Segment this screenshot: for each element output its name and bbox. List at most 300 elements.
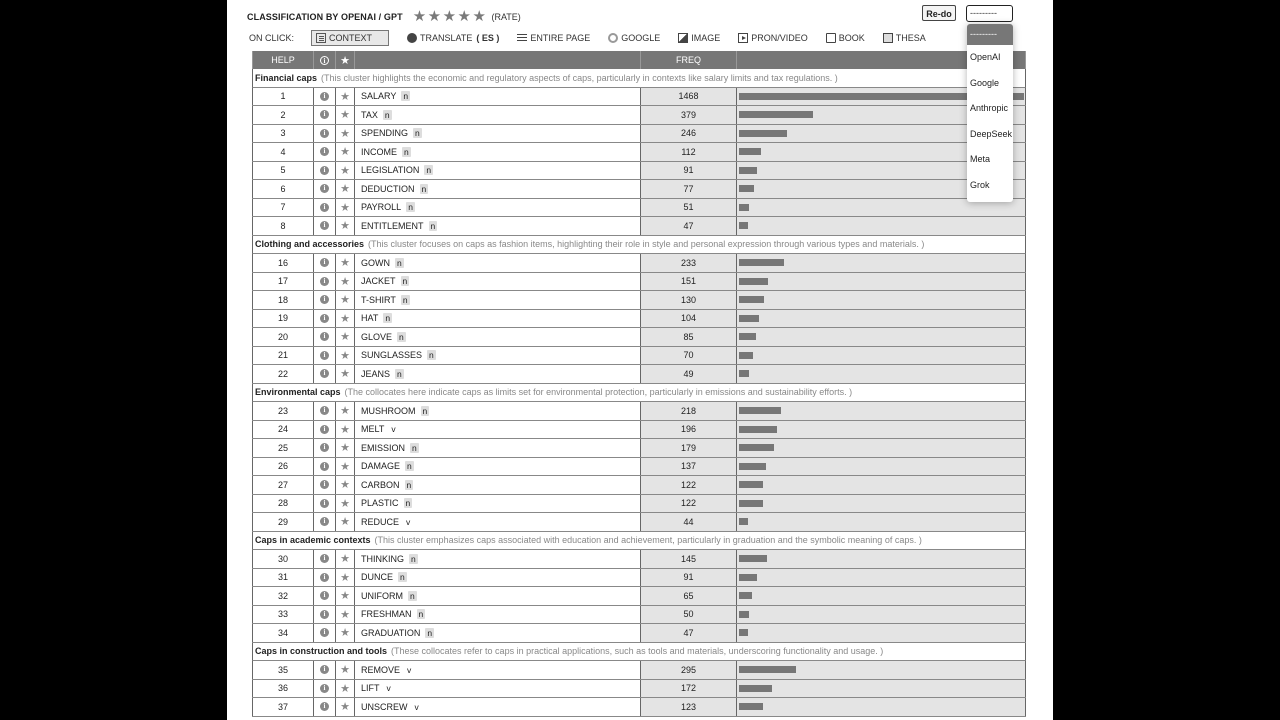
collocate-word[interactable]: REMOVE: [361, 664, 401, 675]
rate-star-icon[interactable]: ★: [457, 8, 471, 25]
collocate-word[interactable]: DUNCE: [361, 572, 394, 583]
cluster-header: [252, 532, 1026, 551]
frequency-value[interactable]: 49: [641, 365, 737, 383]
frequency-value[interactable]: 196: [641, 421, 737, 439]
collocate-word[interactable]: MELT: [361, 424, 385, 435]
frequency-value[interactable]: 295: [641, 661, 737, 679]
word-cell: [355, 365, 641, 383]
frequency-value[interactable]: 130: [641, 291, 737, 309]
info-icon[interactable]: i: [320, 684, 329, 693]
frequency-value[interactable]: 172: [641, 680, 737, 698]
model-select[interactable]: ---------: [966, 5, 1013, 22]
row-star-cell: [336, 88, 355, 106]
collocate-word[interactable]: JEANS: [361, 368, 391, 379]
star-icon[interactable]: ★: [340, 516, 350, 529]
frequency-bar-cell: [737, 550, 1026, 568]
model-option[interactable]: ---------: [967, 24, 1013, 45]
star-icon[interactable]: ★: [340, 349, 350, 362]
frequency-value[interactable]: 85: [641, 328, 737, 346]
part-of-speech: n: [415, 128, 420, 139]
word-cell: [355, 273, 641, 291]
frequency-value[interactable]: 70: [641, 347, 737, 365]
info-icon[interactable]: i: [320, 517, 329, 526]
part-of-speech: v: [407, 664, 412, 675]
collocate-word[interactable]: PLASTIC: [361, 498, 399, 509]
collocate-word[interactable]: ENTITLEMENT: [361, 220, 424, 231]
info-icon[interactable]: i: [320, 554, 329, 563]
info-icon[interactable]: i: [320, 221, 329, 230]
collocate-word[interactable]: HAT: [361, 313, 379, 324]
word-cell: [355, 698, 641, 716]
info-icon: i: [320, 56, 329, 65]
collocate-word[interactable]: UNIFORM: [361, 590, 403, 601]
star-icon[interactable]: ★: [340, 553, 350, 566]
info-icon[interactable]: i: [320, 573, 329, 582]
table-row: [252, 291, 1026, 310]
frequency-bar: [739, 685, 772, 692]
info-icon[interactable]: i: [320, 665, 329, 674]
word-cell: [355, 476, 641, 494]
row-number: 4: [252, 143, 314, 161]
onclick-image-button[interactable]: [678, 30, 720, 46]
table-row: [252, 550, 1026, 569]
table-row: [252, 328, 1026, 347]
model-option[interactable]: Meta: [970, 154, 991, 165]
collocate-word[interactable]: INCOME: [361, 146, 397, 157]
onclick-button-label: TRANSLATE: [420, 33, 473, 43]
frequency-bar-cell: [737, 513, 1026, 531]
info-icon[interactable]: i: [320, 258, 329, 267]
image-icon: [678, 33, 688, 43]
frequency-bar-cell: [737, 587, 1026, 605]
frequency-value[interactable]: 50: [641, 606, 737, 624]
word-cell: [355, 162, 641, 180]
info-icon[interactable]: i: [320, 499, 329, 508]
cluster-name[interactable]: Environmental caps: [255, 387, 341, 398]
table-row: [252, 458, 1026, 477]
frequency-bar-cell: [737, 402, 1026, 420]
table-row: [252, 421, 1026, 440]
row-number: 19: [252, 310, 314, 328]
frequency-bar: [739, 444, 774, 451]
frequency-value[interactable]: 44: [641, 513, 737, 531]
onclick-pron-video-button[interactable]: [738, 30, 808, 46]
row-star-cell: [336, 606, 355, 624]
table-row: [252, 661, 1026, 680]
frequency-bar: [739, 130, 787, 137]
row-star-cell: [336, 125, 355, 143]
info-icon[interactable]: i: [320, 203, 329, 212]
row-info-cell: [314, 217, 336, 235]
frequency-value[interactable]: 91: [641, 569, 737, 587]
cluster-description: (The collocates here indicate caps as limits set for environmental protection, particularly in emissions and sustainability efforts. ): [344, 387, 853, 398]
frequency-value[interactable]: 179: [641, 439, 737, 457]
row-number: 34: [252, 624, 314, 642]
frequency-value[interactable]: 77: [641, 180, 737, 198]
cluster-name[interactable]: Caps in construction and tools: [255, 646, 388, 657]
frequency-bar-cell: [737, 217, 1026, 235]
translate-language[interactable]: ( ES ): [476, 33, 500, 43]
star-icon[interactable]: ★: [340, 442, 350, 455]
classification-title: CLASSIFICATION BY OPENAI / GPT: [247, 12, 403, 22]
info-icon[interactable]: i: [320, 628, 329, 637]
frequency-bar: [739, 296, 764, 303]
word-cell: [355, 402, 641, 420]
row-number: 25: [252, 439, 314, 457]
info-icon[interactable]: i: [320, 332, 329, 341]
frequency-value[interactable]: 51: [641, 199, 737, 217]
part-of-speech: n: [408, 202, 413, 213]
context-icon: [316, 33, 326, 43]
frequency-value[interactable]: 218: [641, 402, 737, 420]
table-row: [252, 476, 1026, 495]
frequency-bar-cell: [737, 661, 1026, 679]
frequency-value[interactable]: 104: [641, 310, 737, 328]
word-header: [355, 51, 641, 69]
cluster-description: (These collocates refer to caps in practical applications, such as tools and materials, underscoring functionality and usage. ): [391, 646, 884, 657]
frequency-bar-cell: [737, 680, 1026, 698]
collocate-word[interactable]: GRADUATION: [361, 627, 421, 638]
star-icon: ★: [340, 54, 350, 67]
table-row: [252, 569, 1026, 588]
row-star-cell: [336, 365, 355, 383]
star-icon[interactable]: ★: [340, 405, 350, 418]
collocate-word[interactable]: LIFT: [361, 683, 380, 694]
star-icon[interactable]: ★: [340, 183, 350, 196]
part-of-speech: n: [411, 553, 416, 564]
model-option[interactable]: Grok: [970, 179, 990, 190]
row-number: 1: [252, 88, 314, 106]
frequency-value[interactable]: 246: [641, 125, 737, 143]
frequency-bar-cell: [737, 347, 1026, 365]
row-number: 26: [252, 458, 314, 476]
page: [227, 0, 1053, 720]
google-icon: [608, 33, 618, 43]
row-star-cell: [336, 310, 355, 328]
row-info-cell: [314, 698, 336, 716]
table-row: [252, 162, 1026, 181]
info-icon[interactable]: i: [320, 443, 329, 452]
word-cell: [355, 180, 641, 198]
frequency-value[interactable]: 112: [641, 143, 737, 161]
info-icon[interactable]: i: [320, 610, 329, 619]
word-cell: [355, 680, 641, 698]
row-number: 3: [252, 125, 314, 143]
row-number: 35: [252, 661, 314, 679]
star-icon[interactable]: ★: [340, 608, 350, 621]
cluster-name[interactable]: Caps in academic contexts: [255, 535, 371, 546]
frequency-bar-cell: [737, 310, 1026, 328]
table-row: [252, 439, 1026, 458]
frequency-bar: [739, 426, 777, 433]
frequency-bar-cell: [737, 328, 1026, 346]
star-icon[interactable]: ★: [340, 664, 350, 677]
collocate-word[interactable]: MUSHROOM: [361, 405, 416, 416]
info-icon[interactable]: i: [320, 462, 329, 471]
star-icon[interactable]: ★: [340, 590, 350, 603]
collocate-word[interactable]: REDUCE: [361, 516, 400, 527]
frequency-value[interactable]: 233: [641, 254, 737, 272]
onclick-translate-button[interactable]: [407, 30, 499, 46]
frequency-value[interactable]: 122: [641, 476, 737, 494]
info-icon[interactable]: i: [320, 480, 329, 489]
row-number: 27: [252, 476, 314, 494]
frequency-value[interactable]: 47: [641, 624, 737, 642]
table-row: [252, 199, 1026, 218]
collocate-word[interactable]: T-SHIRT: [361, 294, 396, 305]
frequency-value[interactable]: 137: [641, 458, 737, 476]
collocate-word[interactable]: DEDUCTION: [361, 183, 415, 194]
collocate-word[interactable]: UNSCREW: [361, 701, 408, 712]
word-cell: [355, 458, 641, 476]
word-cell: [355, 143, 641, 161]
onclick-context-button[interactable]: [311, 30, 389, 46]
info-icon[interactable]: i: [320, 702, 329, 711]
cluster-header: [252, 643, 1026, 662]
frequency-bar: [739, 111, 813, 118]
part-of-speech: n: [403, 91, 409, 102]
star-icon[interactable]: ★: [340, 109, 350, 122]
info-icon[interactable]: i: [320, 425, 329, 434]
frequency-bar-cell: [737, 365, 1026, 383]
table-row: [252, 254, 1026, 273]
info-icon[interactable]: i: [320, 184, 329, 193]
row-star-cell: [336, 291, 355, 309]
info-icon[interactable]: i: [320, 314, 329, 323]
rate-star-icon[interactable]: ★: [427, 8, 442, 25]
star-icon[interactable]: ★: [340, 146, 350, 159]
frequency-bar-cell: [737, 606, 1026, 624]
frequency-value[interactable]: 47: [641, 217, 737, 235]
frequency-bar: [739, 555, 767, 562]
frequency-bar: [739, 259, 784, 266]
onclick-thesa-button[interactable]: [883, 30, 926, 46]
part-of-speech: v: [406, 516, 411, 527]
frequency-bar-cell: [737, 291, 1026, 309]
frequency-bar-cell: [737, 439, 1026, 457]
collocate-word[interactable]: PAYROLL: [361, 202, 402, 213]
word-cell: [355, 606, 641, 624]
onclick-google-button[interactable]: [608, 30, 660, 46]
word-cell: [355, 624, 641, 642]
cluster-name[interactable]: Clothing and accessories: [255, 239, 365, 250]
star-icon[interactable]: ★: [340, 275, 350, 288]
star-icon[interactable]: ★: [340, 682, 350, 695]
row-info-cell: [314, 513, 336, 531]
collocate-word[interactable]: DAMAGE: [361, 461, 401, 472]
info-icon[interactable]: i: [320, 110, 329, 119]
frequency-bar: [739, 629, 748, 636]
star-icon[interactable]: ★: [340, 201, 350, 214]
model-option[interactable]: Anthropic: [970, 103, 1009, 114]
info-icon[interactable]: i: [320, 369, 329, 378]
row-info-cell: [314, 569, 336, 587]
collocate-word[interactable]: GLOVE: [361, 331, 393, 342]
rating-stars[interactable]: [413, 10, 488, 24]
table-row: [252, 624, 1026, 643]
rate-star-icon[interactable]: ★: [412, 8, 427, 25]
star-icon[interactable]: ★: [340, 220, 350, 233]
onclick-button-label: GOOGLE: [621, 33, 661, 43]
row-info-cell: [314, 143, 336, 161]
collocate-word[interactable]: SUNGLASSES: [361, 350, 423, 361]
star-icon[interactable]: ★: [340, 460, 350, 473]
star-icon[interactable]: ★: [340, 257, 350, 270]
frequency-bar: [739, 148, 761, 155]
collocate-word[interactable]: SALARY: [361, 91, 397, 102]
cluster-name[interactable]: Financial caps: [255, 72, 318, 83]
star-icon[interactable]: ★: [340, 479, 350, 492]
row-star-cell: [336, 347, 355, 365]
help-header[interactable]: HELP: [252, 51, 314, 69]
table-row: [252, 587, 1026, 606]
row-number: 31: [252, 569, 314, 587]
cluster-description: (This cluster focuses on caps as fashion items, highlighting their role in style and personal expression through various types and materials. ): [368, 239, 925, 250]
info-icon[interactable]: i: [320, 406, 329, 415]
row-info-cell: [314, 310, 336, 328]
frequency-value[interactable]: 123: [641, 698, 737, 716]
cluster-header: [252, 69, 1026, 88]
frequency-bar-cell: [737, 698, 1026, 716]
info-icon[interactable]: i: [320, 591, 329, 600]
row-number: 18: [252, 291, 314, 309]
part-of-speech: n: [405, 498, 411, 509]
freq-header[interactable]: FREQ: [641, 51, 737, 69]
model-option[interactable]: DeepSeek: [970, 128, 1013, 139]
info-icon[interactable]: i: [320, 92, 329, 101]
table-row: [252, 273, 1026, 292]
row-number: 5: [252, 162, 314, 180]
row-number: 23: [252, 402, 314, 420]
star-icon[interactable]: ★: [340, 497, 350, 510]
frequency-bar-cell: [737, 476, 1026, 494]
row-info-cell: [314, 476, 336, 494]
frequency-bar-cell: [737, 569, 1026, 587]
row-star-cell: [336, 680, 355, 698]
info-icon[interactable]: i: [320, 295, 329, 304]
frequency-bar: [739, 518, 748, 525]
row-star-cell: [336, 273, 355, 291]
row-number: 17: [252, 273, 314, 291]
word-cell: [355, 550, 641, 568]
info-icon[interactable]: i: [320, 166, 329, 175]
info-icon[interactable]: i: [320, 129, 329, 138]
row-info-cell: [314, 421, 336, 439]
info-icon[interactable]: i: [320, 351, 329, 360]
frequency-bar-cell: [737, 624, 1026, 642]
table-row: [252, 217, 1026, 236]
onclick-book-button[interactable]: [826, 30, 865, 46]
frequency-value[interactable]: 91: [641, 162, 737, 180]
star-icon[interactable]: ★: [340, 701, 350, 714]
onclick-entire-page-button[interactable]: [517, 30, 590, 46]
cluster-description: (This cluster emphasizes caps associated with education and achievement, particularly in graduation and the symbolic meaning of caps. ): [374, 535, 922, 546]
row-info-cell: [314, 180, 336, 198]
frequency-bar: [739, 500, 763, 507]
word-cell: [355, 569, 641, 587]
frequency-bar: [739, 222, 748, 229]
globe-icon: [407, 33, 417, 43]
rate-star-icon[interactable]: ★: [442, 8, 457, 25]
model-option[interactable]: OpenAI: [970, 52, 1001, 62]
collocate-word[interactable]: SPENDING: [361, 128, 409, 139]
frequency-bar: [739, 407, 781, 414]
on-click-buttons: [311, 30, 944, 46]
classification-header: [247, 9, 521, 25]
star-icon[interactable]: ★: [340, 127, 350, 140]
frequency-value[interactable]: 151: [641, 273, 737, 291]
collocate-word[interactable]: FRESHMAN: [361, 609, 412, 620]
row-number: 21: [252, 347, 314, 365]
onclick-button-label: IMAGE: [691, 33, 721, 43]
frequency-bar-cell: [737, 254, 1026, 272]
rate-star-icon[interactable]: ★: [472, 8, 486, 25]
word-cell: [355, 421, 641, 439]
collocate-word[interactable]: EMISSION: [361, 442, 406, 453]
row-star-cell: [336, 162, 355, 180]
row-info-cell: [314, 495, 336, 513]
row-number: 29: [252, 513, 314, 531]
part-of-speech: n: [406, 479, 412, 490]
frequency-value[interactable]: 145: [641, 550, 737, 568]
star-icon[interactable]: ★: [340, 331, 350, 344]
row-info-cell: [314, 661, 336, 679]
star-icon[interactable]: ★: [340, 90, 350, 103]
redo-button[interactable]: Re-do: [922, 5, 956, 21]
table-row: [252, 310, 1026, 329]
collocate-word[interactable]: LEGISLATION: [361, 165, 420, 176]
row-star-cell: [336, 254, 355, 272]
onclick-button-label: THESA: [895, 33, 926, 43]
info-icon[interactable]: i: [320, 277, 329, 286]
star-icon[interactable]: ★: [340, 368, 350, 381]
frequency-value[interactable]: 379: [641, 106, 737, 124]
table-row: [252, 495, 1026, 514]
row-info-cell: [314, 550, 336, 568]
row-info-cell: [314, 254, 336, 272]
frequency-value[interactable]: 1468: [641, 88, 737, 106]
frequency-bar: [739, 574, 757, 581]
collocate-word[interactable]: THINKING: [361, 553, 405, 564]
part-of-speech: n: [418, 609, 424, 620]
row-star-cell: [336, 569, 355, 587]
star-icon[interactable]: ★: [340, 423, 350, 436]
part-of-speech: n: [410, 590, 415, 601]
star-icon[interactable]: ★: [340, 164, 350, 177]
collocate-word[interactable]: CARBON: [361, 479, 400, 490]
table-row: [252, 347, 1026, 366]
collocate-word[interactable]: TAX: [361, 109, 378, 120]
star-icon[interactable]: ★: [340, 627, 350, 640]
row-number: 8: [252, 217, 314, 235]
row-info-cell: [314, 587, 336, 605]
part-of-speech: v: [386, 683, 391, 694]
row-star-cell: [336, 180, 355, 198]
collocate-word[interactable]: GOWN: [361, 257, 390, 268]
collocate-word[interactable]: JACKET: [361, 276, 396, 287]
frequency-bar: [739, 592, 752, 599]
row-star-cell: [336, 513, 355, 531]
frequency-bar: [739, 666, 796, 673]
star-icon[interactable]: ★: [340, 312, 350, 325]
frequency-value[interactable]: 65: [641, 587, 737, 605]
info-icon[interactable]: i: [320, 147, 329, 156]
star-icon[interactable]: ★: [340, 294, 350, 307]
star-icon[interactable]: ★: [340, 571, 350, 584]
frequency-bar: [739, 185, 754, 192]
model-option[interactable]: Google: [970, 77, 1000, 88]
frequency-value[interactable]: 122: [641, 495, 737, 513]
